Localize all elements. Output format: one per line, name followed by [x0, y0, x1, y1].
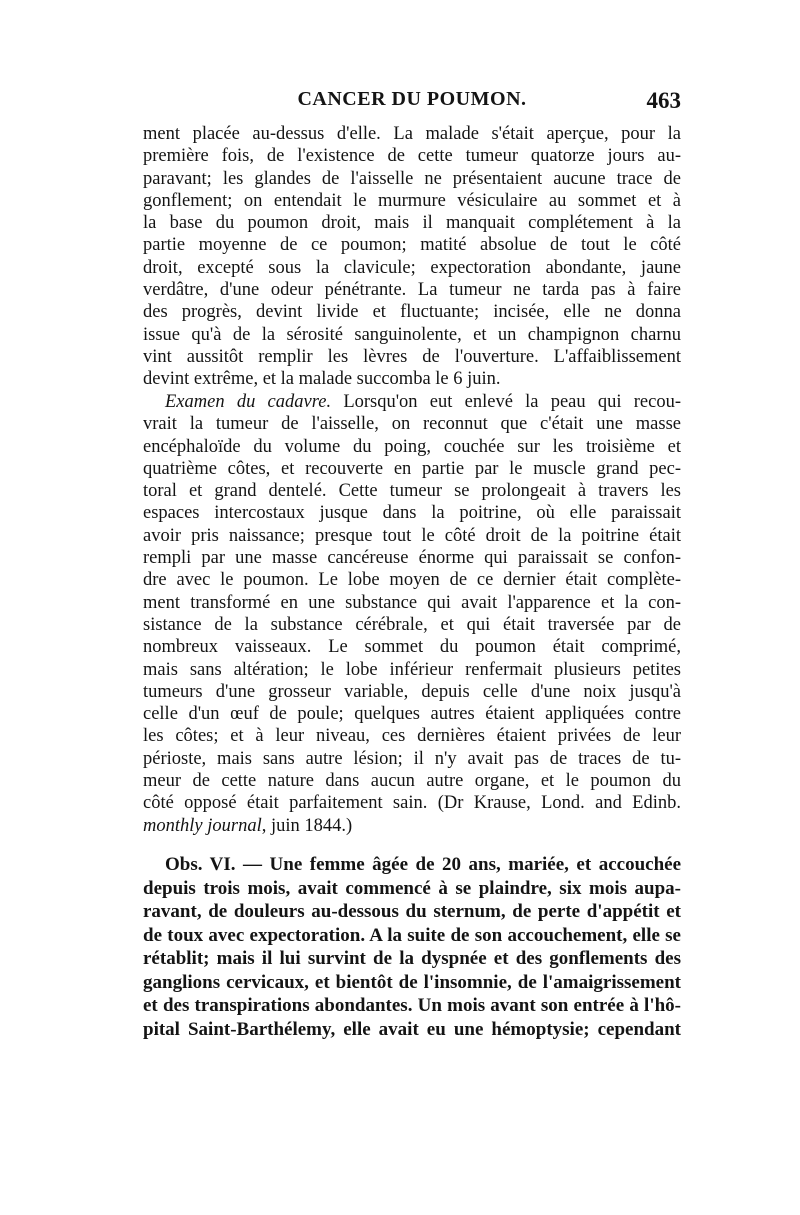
text-line: tumeurs d'une grosseur variable, depuis celle d'une noix jusqu'à	[143, 681, 681, 702]
page-number: 463	[646, 88, 681, 113]
paragraph-autopsy	[143, 391, 681, 837]
text-line: vrait la tumeur de l'aisselle, on reconnut que c'était une masse	[143, 414, 681, 435]
text-line: toral et grand dentelé. Cette tumeur se prolongeait à travers les	[143, 481, 681, 502]
text-line: depuis trois mois, avait commencé à se plaindre, six mois aupa-	[143, 877, 681, 899]
section-lead: Examen du cadavre.	[165, 392, 332, 412]
text-line: les côtes; et à leur niveau, ces dernières étaient privées de leur	[143, 726, 681, 747]
text-fragment: , juin 1844.)	[261, 815, 353, 836]
text-line: devint extrême, et la malade succomba le 6 juin.	[143, 369, 501, 390]
text-line: quatrième côtes, et recouverte en partie par le muscle grand pec-	[143, 458, 681, 479]
text-line: celle d'un œuf de poule; quelques autres étaient appliquées contre	[143, 704, 681, 725]
text-line: nombreux vaisseaux. Le sommet du poumon était comprimé,	[143, 637, 681, 658]
running-head	[143, 88, 681, 118]
text-fragment: Lorsqu'on eut enlevé la peau qui recou-	[331, 392, 681, 412]
text-line: de toux avec expectoration. A la suite de son accouchement, elle se	[143, 924, 681, 946]
text-line: pital Saint-Barthélemy, elle avait eu une hémoptysie; cependant	[143, 1018, 681, 1040]
text-line: Obs. VI. — Une femme âgée de 20 ans, mariée, et accouchée	[165, 854, 681, 875]
journal-title: monthly journal	[143, 815, 262, 836]
text-line: encéphaloïde du volume du poing, couchée sur les troisième et	[143, 436, 681, 457]
text-line: et des transpirations abondantes. Un mois avant son entrée à l'hô-	[143, 995, 681, 1016]
text-line: vint aussitôt remplir les lèvres de l'ouverture. L'affaiblissement	[143, 346, 681, 367]
text-line: périoste, mais sans autre lésion; il n'y avait pas de traces de tu-	[143, 748, 681, 769]
text-line: meur de cette nature dans aucun autre organe, et le poumon du	[143, 771, 681, 792]
text-line: droit, excepté sous la clavicule; expectoration abondante, jaune	[143, 257, 681, 278]
text-line: ment transformé en une substance qui avait l'apparence et la con-	[143, 592, 681, 613]
running-title: CANCER DU POUMON.	[297, 88, 527, 110]
text-line: gonflement; on entendait le murmure vésiculaire au sommet et à	[143, 190, 681, 211]
text-line: partie moyenne de ce poumon; matité absolue de tout le côté	[143, 235, 681, 256]
text-line: ganglions cervicaux, et bientôt de l'insomnie, de l'amaigrissement	[143, 971, 681, 993]
text-line: ravant, de douleurs au-dessous du sternum, de perte d'appétit et	[143, 901, 681, 922]
text-line: ment placée au-dessus d'elle. La malade s'était aperçue, pour la	[143, 124, 681, 144]
text-line	[143, 815, 681, 837]
paragraph-observation-vi	[143, 853, 681, 1041]
text-line: dre avec le poumon. Le lobe moyen de ce dernier était complète-	[143, 570, 681, 591]
text-line: espaces intercostaux jusque dans la poitrine, où elle paraissait	[143, 503, 681, 524]
paragraph-continuation	[143, 123, 681, 391]
text-line: paravant; les glandes de l'aisselle ne présentaient aucune trace de	[143, 168, 681, 189]
text-line: verdâtre, d'une odeur pénétrante. La tumeur ne tarda pas à faire	[143, 280, 681, 301]
text-line: avoir pris naissance; presque tout le côté droit de la poitrine était	[143, 525, 681, 546]
text-line	[143, 391, 681, 413]
text-line: première fois, de l'existence de cette tumeur quatorze jours au-	[143, 146, 681, 167]
text-line: côté opposé était parfaitement sain. (Dr Krause, Lond. and Edinb.	[143, 793, 681, 814]
text-line: issue qu'à de la sérosité sanguinolente, et un champignon charnu	[143, 324, 681, 345]
text-line: sistance de la substance cérébrale, et qui était traversée par de	[143, 614, 681, 635]
text-line: rempli par une masse cancéreuse énorme qui paraissait se confon-	[143, 548, 681, 569]
text-line: des progrès, devint livide et fluctuante; incisée, elle ne donna	[143, 302, 681, 323]
text-line: mais sans altération; le lobe inférieur renfermait plusieurs petites	[143, 659, 681, 680]
text-line: rétablit; mais il lui survint de la dyspnée et des gonflements des	[143, 948, 681, 969]
text-line: la base du poumon droit, mais il manquait complétement à la	[143, 213, 681, 234]
